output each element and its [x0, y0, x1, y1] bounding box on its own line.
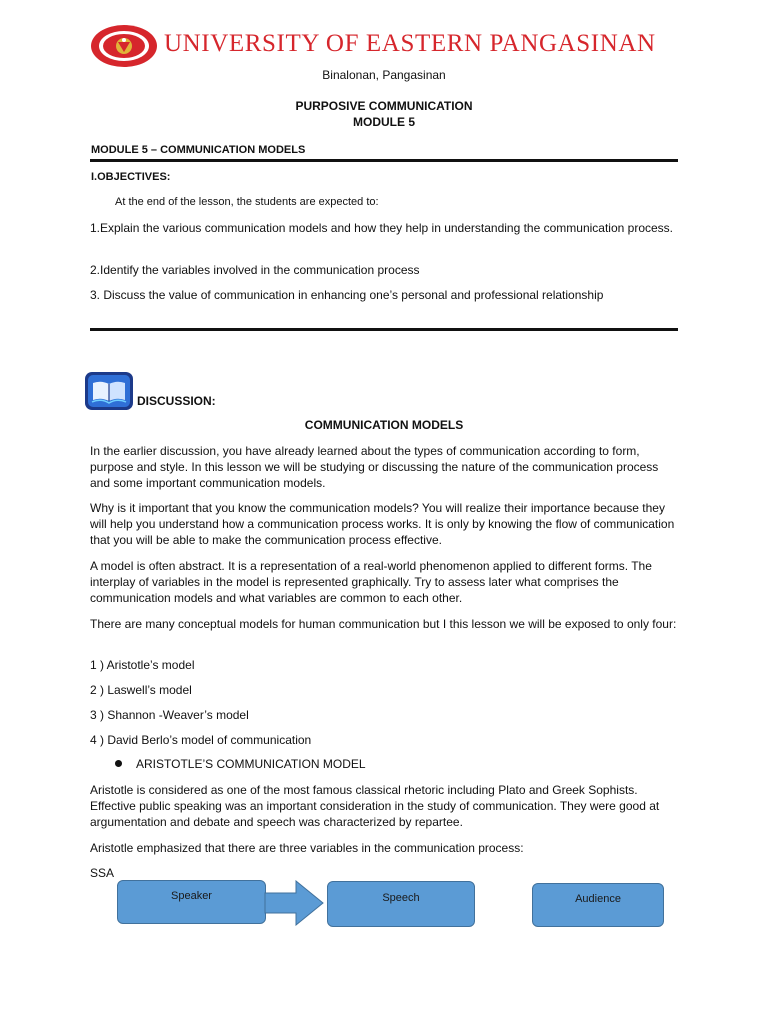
discussion-label: DISCUSSION: [137, 394, 216, 408]
paragraph: Why is it important that you know the communication models? You will realize their importance because they will help you understand how a communication process works. It is only by knowing the flow of communication that you will be able to make the communication process effective. [90, 501, 675, 547]
objective-item: 2.Identify the variables involved in the communication process [90, 263, 420, 277]
audience-box [532, 883, 664, 927]
campus-location: Binalonan, Pangasinan [322, 68, 446, 82]
speech-label: Speech [382, 892, 420, 904]
list-item: 4 ) David Berlo’s model of communication [90, 733, 312, 747]
arrow-right-icon [264, 880, 324, 926]
bullet-icon [115, 760, 122, 767]
objectives-intro: At the end of the lesson, the students are expected to: [115, 196, 379, 208]
speaker-box [117, 880, 266, 924]
speaker-label: Speaker [171, 890, 212, 902]
divider [90, 159, 678, 162]
audience-label: Audience [575, 893, 621, 905]
paragraph: A model is often abstract. It is a representation of a real-world phenomenon applied to different forms. The interplay of variables in the model is represented graphically. Try to assess later what comprises the communication models and what variables are common to each other. [90, 559, 652, 605]
university-logo [90, 24, 158, 68]
course-title: PURPOSIVE COMMUNICATION [295, 99, 473, 113]
bullet-text: ARISTOTLE’S COMMUNICATION MODEL [136, 757, 366, 771]
objectives-heading: I.OBJECTIVES: [91, 171, 171, 183]
list-item: 3 ) Shannon -Weaver’s model [90, 708, 249, 722]
divider [90, 328, 678, 331]
section-title: COMMUNICATION MODELS [304, 418, 464, 432]
paragraph: Aristotle is considered as one of the most famous classical rhetoric including Plato and Greek Sophists. Effective public speaking was an important consideration in the study of communication. They were good at argumentation and debate and speech was characterized by repartee. [90, 783, 660, 829]
objective-item: 1.Explain the various communication models and how they help in understanding the communication process. [90, 221, 673, 235]
paragraph: In the earlier discussion, you have already learned about the types of communication according to form, purpose and style. In this lesson we will be studying or discussing the nature of the communication process and some important communication models. [90, 444, 659, 490]
module-heading: MODULE 5 – COMMUNICATION MODELS [91, 144, 306, 156]
open-book-icon [84, 371, 134, 411]
objective-item: 3. Discuss the value of communication in enhancing one’s personal and professional relationship [90, 288, 604, 302]
list-item: 2 ) Laswell’s model [90, 683, 192, 697]
paragraph: Aristotle emphasized that there are three variables in the communication process: [90, 841, 524, 855]
ssa-label: SSA [90, 866, 115, 880]
module-number: MODULE 5 [352, 115, 415, 129]
paragraph: There are many conceptual models for human communication but I this lesson we will be exposed to only four: [90, 617, 677, 631]
speech-box [327, 881, 475, 927]
university-name: UNIVERSITY OF EASTERN PANGASINAN [164, 30, 656, 57]
bullet-heading [115, 757, 366, 771]
list-item: 1 ) Aristotle’s model [90, 658, 195, 672]
